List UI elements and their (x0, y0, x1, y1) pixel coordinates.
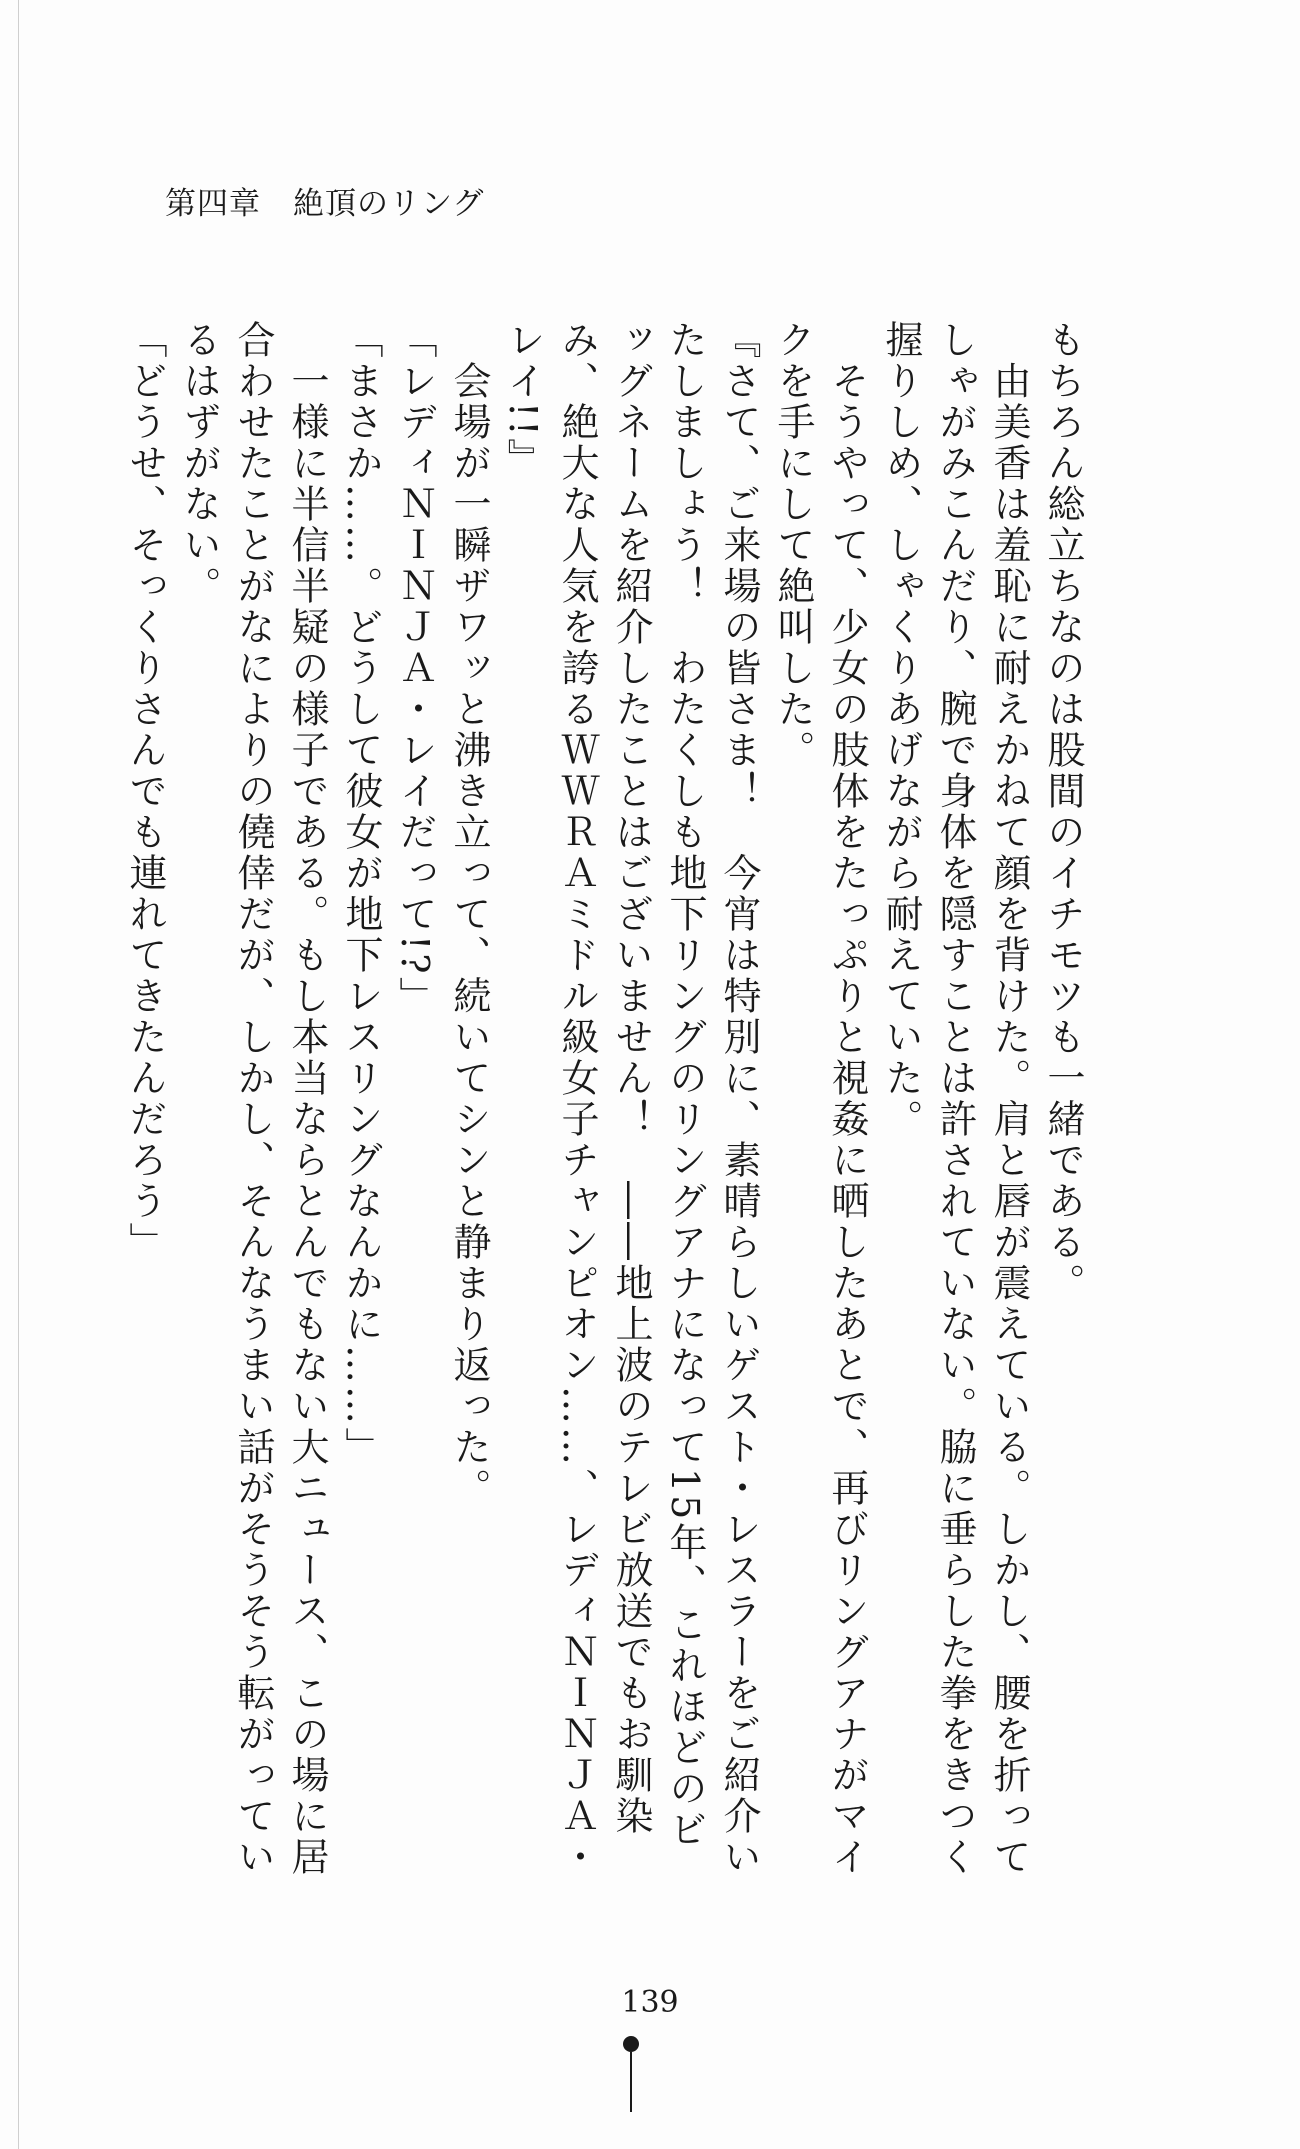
paragraph: 由美香は羞恥に耐えかねて顔を背けた。肩と唇が震えている。しかし、腰を折ってしゃがみこんだり、腕で身体を隠すことは許されていない。脇に垂らした拳をきつく握りしめ、しゃくりあげながら耐えていた。 (879, 320, 1031, 1878)
bookmark-line (630, 2052, 632, 2112)
paragraph: 会場が一瞬ザワッと沸き立って、続いてシンと静まり返った。 (447, 320, 491, 1509)
body-text (90, 320, 1090, 1880)
bookmark-dot-icon (623, 2036, 639, 2052)
paragraph: 一様に半信半疑の様子である。もし本当ならとんでもない大ニュース、この場に居合わせたことがなによりの僥倖だが、しかし、そんなうまい話がそうそう転がっているはずがない。 (177, 320, 329, 1878)
paragraph: もちろん総立ちなのは股間のイチモツも一緒である。 (1041, 320, 1085, 1304)
paragraph: 「どうせ、そっくりさんでも連れてきたんだろう」 (123, 320, 167, 1263)
paragraph: 「まさか……。どうして彼女が地下レスリングなんかに……」 (339, 320, 383, 1468)
page-number: 139 (621, 1985, 679, 2020)
paragraph: 「レディＮＩＮＪＡ・レイだって!?」 (393, 320, 437, 1018)
paragraph: そうやって、少女の肢体をたっぷりと視姦に晒したあとで、再びリングアナがマイクを手にして絶叫した。 (771, 320, 869, 1878)
chapter-running-head: 第四章 絶頂のリング (165, 186, 485, 222)
page-edge-line (18, 0, 19, 2149)
paragraph: 『さて、ご来場の皆さま！ 今宵は特別に、素晴らしいゲスト・レスラーをご紹介いたしましょう！ わたくしも地下リングのリングアナになって15年、これほどのビッグネームを紹介したことはございません！ ――地上波のテレビ放送でもお馴染み、絶大な人気を誇るＷＷＲＡミドル級女子チャンピオン……、レディＮＩＮＪＡ・レイ!!』 (501, 320, 761, 1878)
